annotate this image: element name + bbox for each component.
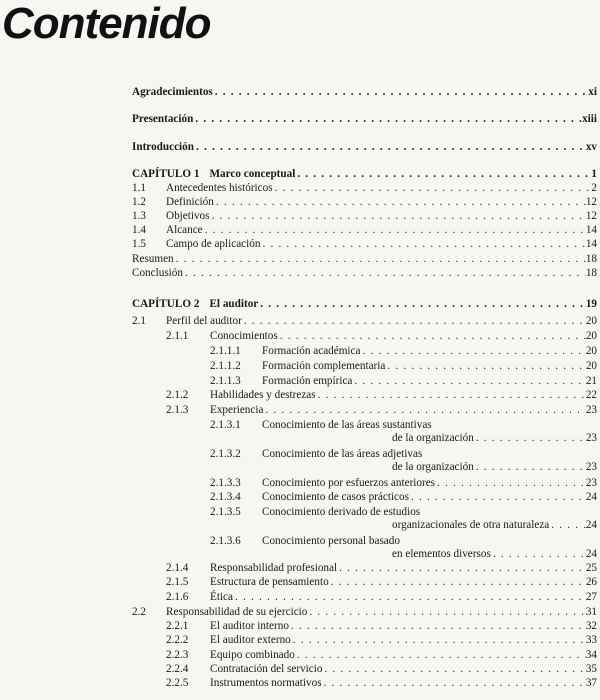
toc-entry-page: 23 [585, 477, 597, 489]
dot-leader [233, 590, 586, 604]
toc-entry-number: 2.2.2 [166, 634, 189, 646]
toc-entry-page: xiii [582, 113, 597, 125]
toc-entry-number: 1.3 [132, 210, 146, 222]
toc-entry [132, 314, 597, 328]
toc-entry-title: Objetivos [166, 210, 210, 222]
toc-entry [132, 167, 597, 181]
toc-entry [132, 181, 597, 195]
toc-entry-title: de la organización [392, 461, 474, 473]
dot-leader [337, 561, 586, 575]
toc-entry [132, 534, 597, 548]
toc-entry [132, 388, 597, 402]
toc-entry-number: 2.1.2 [166, 389, 189, 401]
dot-leader [352, 374, 585, 388]
toc-entry [132, 476, 597, 490]
toc-entry-title: de la organización [392, 432, 474, 444]
toc-entry [132, 403, 597, 417]
dot-leader [193, 112, 582, 126]
toc-entry-title: El auditor interno [210, 620, 289, 632]
toc-entry-title: Responsabilidad profesional [210, 562, 338, 574]
dot-leader [174, 252, 586, 266]
dot-leader [322, 662, 585, 676]
toc-entry-title: organizacionales de otra naturaleza [392, 519, 550, 531]
toc-entry-title: Formación empírica [262, 375, 353, 387]
toc-entry [132, 359, 597, 373]
dot-leader [210, 209, 586, 223]
toc-entry-title: Habilidades y destrezas [210, 389, 316, 401]
toc-entry-page: xv [585, 141, 597, 153]
toc-entry-page: 33 [585, 634, 597, 646]
toc-entry-page: 37 [585, 677, 597, 689]
dot-leader [329, 575, 586, 589]
toc-entry-page: 26 [585, 576, 597, 588]
dot-leader [474, 460, 586, 474]
toc-entry-number: 2.2.1 [166, 620, 189, 632]
toc-entry-number: 2.2.5 [166, 677, 189, 689]
toc-entry-number: 2.1.1 [166, 330, 189, 342]
toc-entry-page: 2 [591, 182, 597, 194]
toc-entry-number: 2.1.6 [166, 591, 189, 603]
toc-entry-number: 2.1 [132, 315, 146, 327]
toc-entry [132, 547, 597, 561]
toc-entry-title: El auditor [209, 298, 259, 310]
toc-entry [132, 266, 597, 280]
toc-entry [132, 447, 597, 461]
toc-entry [132, 490, 597, 504]
dot-leader [214, 195, 586, 209]
toc-entry-title: Marco conceptual [209, 168, 296, 180]
dot-leader [360, 344, 585, 358]
dot-leader [203, 223, 586, 237]
toc-entry-title: Campo de aplicación [166, 238, 261, 250]
toc-entry-title: Alcance [166, 224, 203, 236]
toc-entry-page: 12 [585, 196, 597, 208]
toc-entry [132, 195, 597, 209]
toc-entry [132, 662, 597, 676]
toc-entry-page: 18 [585, 253, 597, 265]
toc-entry-number: 2.2.3 [166, 649, 189, 661]
toc-entry-title: Conocimiento de las áreas adjetivas [262, 448, 423, 460]
toc-entry-title: Equipo combinado [210, 649, 295, 661]
toc-entry-page: 23 [585, 432, 597, 444]
toc-entry-number: 2.1.1.2 [210, 360, 241, 372]
toc-entry [132, 418, 597, 432]
dot-leader [273, 181, 592, 195]
dot-leader [307, 605, 585, 619]
dot-leader [295, 648, 586, 662]
toc-entry-number: CAPÍTULO 1 [132, 168, 200, 180]
toc-entry [132, 209, 597, 223]
toc-entry-page: 20 [585, 360, 597, 372]
toc-entry [132, 633, 597, 647]
dot-leader [295, 167, 591, 181]
toc-entry [132, 460, 597, 474]
toc-entry [132, 85, 597, 99]
toc-entry [132, 223, 597, 237]
toc-entry-number: 2.1.1.3 [210, 375, 241, 387]
toc-entry-page: xi [588, 86, 597, 98]
toc-entry-title: El auditor externo [210, 634, 291, 646]
dot-leader [322, 676, 586, 690]
dot-leader [194, 140, 586, 154]
toc-entry-page: 21 [585, 375, 597, 387]
toc-entry-page: 14 [585, 224, 597, 236]
dot-leader [242, 314, 586, 328]
toc-entry-page: 25 [585, 562, 597, 574]
dot-leader [549, 518, 586, 532]
toc-entry-page: 34 [585, 649, 597, 661]
toc-entry-page: 24 [585, 519, 597, 531]
dot-leader [260, 237, 585, 251]
toc-entry [132, 505, 597, 519]
toc-entry-page: 24 [585, 491, 597, 503]
toc-entry-title: Formación académica [262, 345, 361, 357]
toc-entry-title: Ética [210, 591, 233, 603]
toc-entry [132, 344, 597, 358]
toc-entry-title: Conocimiento de las áreas sustantivas [262, 419, 432, 431]
toc-entry [132, 140, 597, 154]
toc-entry-title: Contratación del servicio [210, 663, 323, 675]
toc-entry-page: 20 [585, 315, 597, 327]
dot-leader [258, 297, 586, 311]
toc-entry-number: 1.5 [132, 238, 146, 250]
toc-entry [132, 676, 597, 690]
toc-entry-title: Conocimiento personal basado [262, 535, 400, 547]
toc-entry-number: 1.4 [132, 224, 146, 236]
toc-entry-page: 22 [585, 389, 597, 401]
toc-entry-title: Conocimiento por esfuerzos anteriores [262, 477, 436, 489]
toc-entry [132, 237, 597, 251]
toc-entry-title: Conclusión [132, 267, 183, 279]
toc-entry [132, 575, 597, 589]
toc-entry [132, 619, 597, 633]
toc-entry-page: 19 [585, 298, 597, 310]
toc-entry-page: 27 [585, 591, 597, 603]
toc-entry-number: 1.2 [132, 196, 146, 208]
dot-leader [278, 329, 586, 343]
toc-entry-number: 1.1 [132, 182, 146, 194]
toc-entry-page: 31 [585, 606, 597, 618]
toc-entry-title: Presentación [132, 113, 194, 125]
toc-entry-page: 23 [585, 404, 597, 416]
toc-entry-title: Introducción [132, 141, 194, 153]
toc-entry-title: Conocimientos [210, 330, 278, 342]
toc-entry-page: 20 [585, 345, 597, 357]
toc-entry [132, 561, 597, 575]
toc-entry [132, 648, 597, 662]
toc-entry [132, 605, 597, 619]
dot-leader [316, 388, 586, 402]
dot-leader [491, 547, 586, 561]
toc-entry-title: Formación complementaria [262, 360, 386, 372]
page-title: Contenido [2, 0, 211, 48]
toc-entry-title: Responsabilidad de su ejercicio [166, 606, 308, 618]
toc-entry [132, 297, 597, 311]
toc-entry-page: 14 [585, 238, 597, 250]
toc-entry [132, 252, 597, 266]
toc-entry-page: 12 [585, 210, 597, 222]
toc-entry-number: 2.2 [132, 606, 146, 618]
dot-leader [409, 490, 586, 504]
toc-entry-page: 32 [585, 620, 597, 632]
toc-entry-page: 18 [585, 267, 597, 279]
toc-entry-title: Resumen [132, 253, 174, 265]
toc-entry-page: 23 [585, 461, 597, 473]
dot-leader [435, 476, 586, 490]
dot-leader [385, 359, 585, 373]
toc-entry [132, 374, 597, 388]
dot-leader [291, 633, 586, 647]
dot-leader [213, 85, 589, 99]
toc-entry-number: 2.1.3.3 [210, 477, 241, 489]
toc-entry-number: CAPÍTULO 2 [132, 298, 200, 310]
dot-leader [263, 403, 585, 417]
toc-entry-title: Estructura de pensamiento [210, 576, 329, 588]
toc-entry-page: 1 [591, 168, 597, 180]
toc-entry [132, 112, 597, 126]
toc-entry-number: 2.2.4 [166, 663, 189, 675]
toc-entry [132, 590, 597, 604]
toc-entry [132, 518, 597, 532]
toc-entry-number: 2.1.1.1 [210, 345, 241, 357]
toc-entry-number: 2.1.5 [166, 576, 189, 588]
toc-entry-title: Antecedentes históricos [166, 182, 273, 194]
toc-entry-number: 2.1.4 [166, 562, 189, 574]
toc-entry-page: 24 [585, 548, 597, 560]
dot-leader [289, 619, 586, 633]
toc-entry-page: 20 [585, 330, 597, 342]
toc-entry-number: 2.1.3.6 [210, 535, 241, 547]
toc-entry-title: en elementos diversos [392, 548, 491, 560]
toc-entry [132, 329, 597, 343]
toc-entry-number: 2.1.3 [166, 404, 189, 416]
toc-entry-title: Instrumentos normativos [210, 677, 322, 689]
dot-leader [474, 431, 586, 445]
toc-entry [132, 431, 597, 445]
toc-entry-number: 2.1.3.4 [210, 491, 241, 503]
toc-entry-title: Conocimiento de casos prácticos [262, 491, 409, 503]
toc-entry-title: Perfil del auditor [166, 315, 242, 327]
toc-entry-number: 2.1.3.5 [210, 506, 241, 518]
toc-entry-title: Conocimiento derivado de estudios [262, 506, 421, 518]
toc-entry-page: 35 [585, 663, 597, 675]
toc-entry-number: 2.1.3.2 [210, 448, 241, 460]
toc-entry-title: Experiencia [210, 404, 264, 416]
toc-entry-title: Agradecimientos [132, 86, 213, 98]
toc-entry-title: Definición [166, 196, 214, 208]
dot-leader [183, 266, 586, 280]
toc-entry-number: 2.1.3.1 [210, 419, 241, 431]
